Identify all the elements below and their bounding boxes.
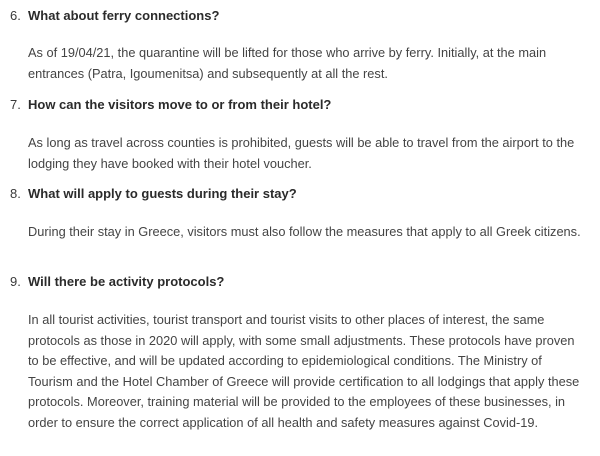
faq-answer: As of 19/04/21, the quarantine will be lifted for those who arrive by ferry. Initially, at the main entrances (Patra, Igoumenitsa) and subsequently at all the rest. [28,45,547,81]
faq-question: Will there be activity protocols? [28,274,225,289]
faq-question: What about ferry connections? [28,8,220,23]
faq-question: What will apply to guests during their stay? [28,186,297,201]
faq-number: 7. [10,97,21,112]
faq-question: How can the visitors move to or from their hotel? [28,97,332,112]
faq-answer: During their stay in Greece, visitors must also follow the measures that apply to all Greek citizens. [28,224,581,239]
faq-answer: In all tourist activities, tourist transport and tourist visits to other places of interest, the same protocols as those in 2020 will apply, with some small adjustments. These protocols have proven to be effective, and will be updated according to epidemiological conditions. The Ministry of Tourism and the Hotel Chamber of Greece will provide certification to all lodgings that apply these protocols. Moreover, training material will be provided to the employees of these businesses, in order to ensure the correct application of all health and safety measures against Covid-19. [28,312,580,430]
faq-number: 6. [10,8,21,23]
faq-number: 9. [10,274,21,289]
faq-answer: As long as travel across counties is prohibited, guests will be able to travel from the airport to the lodging they have booked with their hotel voucher. [28,135,575,171]
faq-number: 8. [10,186,21,201]
